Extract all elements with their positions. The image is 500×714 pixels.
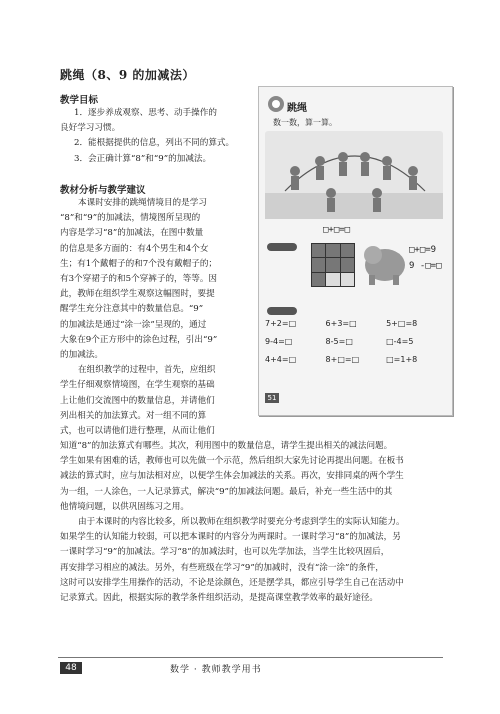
exercise-item: 4+4=□ (265, 355, 297, 364)
textbook-page-image (258, 86, 453, 416)
textbook-page-badge: 51 (265, 393, 279, 403)
analysis-wide-text (60, 439, 445, 606)
paragraph-line: 他情境问题，以供巩固练习之用。 (60, 501, 189, 512)
goals-heading: 教学目标 (60, 95, 99, 106)
paragraph-line: 再安排学习相应的减法。另外，有些班级在学习“9”的加减时，没有“涂一涂”的条件， (60, 562, 384, 573)
paragraph-line: 的加减法是通过“涂一涂”呈现的，通过 (60, 319, 207, 330)
exercise-item: 6+3=□ (325, 319, 357, 328)
jump-rope-illustration (265, 131, 443, 219)
exercise-item: □-4=5 (386, 337, 414, 346)
textbook-equation: □+□=□ (323, 225, 351, 235)
textbook-equation: 9 -□=□ (409, 261, 442, 271)
paragraph-line: 知道“8”的加法算式有哪些。其次，利用图中的数量信息，请学生提出相关的减法问题。 (60, 441, 393, 451)
paragraph-line: 学生仔细观察情境图，在学生观察的基础 (60, 380, 215, 391)
goal-item: 1．逐步养成观察、思考、动手操作的 (74, 108, 217, 118)
exercise-item: 8-5=□ (325, 337, 353, 346)
paragraph-line: 在组织教学的过程中，首先，应组织 (78, 365, 216, 376)
paragraph-line: “8”和“9”的加减法，情境图所呈现的 (60, 213, 201, 224)
paragraph-line: 有3个穿裙子的和5个穿裤子的，等等。因 (60, 274, 218, 285)
goal-item: 2．能根据提供的信息，列出不同的算式。 (74, 138, 235, 149)
paragraph-line: 大象在9个正方形中的涂色过程，引出“9” (60, 334, 218, 345)
paragraph-line: 一课时学习“9”的加减法。学习“8”的加减法时，也可以先学加法，当学生比较巩固后， (60, 547, 390, 558)
paragraph-line: 内容是学习“8”的加减法，在图中数量 (60, 228, 204, 239)
analysis-narrow-text (60, 196, 250, 439)
textbook-equation: □+□=9 (409, 245, 437, 255)
exercise-item: 9-4=□ (265, 337, 293, 346)
lesson-badge-icon (267, 95, 285, 117)
analysis-heading: 教材分析与教学建议 (60, 185, 146, 196)
paragraph-line: 为一组，一人涂色，一人记录算式，解决“9”的加减法问题。最后，补充一些生活中的其 (60, 486, 393, 497)
goal-item: 良好学习习惯。 (60, 123, 121, 134)
paragraph-line: 的信息是多方面的：有4个男生和4个女 (60, 243, 209, 254)
exercise-grid (265, 319, 445, 373)
paragraph-line: 本课时安排的跳绳情境目的是学习 (78, 198, 207, 208)
paragraph-line: 如果学生的认知能力较弱，可以把本课时的内容分为两课时。一课时学习“8”的加减法，另 (60, 532, 401, 543)
elephant-illustration (359, 237, 409, 291)
footer-book-title: 数学 · 教师教学用书 (170, 665, 262, 675)
paragraph-line: 记录算式。因此，根据实际的教学条件组织活动，是提高课堂教学效率的最好途径。 (60, 593, 378, 604)
paragraph-line: 学生如果有困难的话，教师也可以先做一个示范，然后组织大家先讨论再提出问题。在板书 (60, 456, 404, 467)
textbook-lesson-title: 跳绳 (287, 103, 307, 114)
paragraph-line: 列出相关的加法算式。对一组不同的算 (60, 410, 207, 421)
exercise-item: □=1+8 (386, 355, 418, 364)
paragraph-line: 的加减法。 (60, 350, 103, 361)
paragraph-line: 生；有1个戴帽子的和7个没有戴帽子的； (60, 258, 218, 269)
coloring-grid (311, 243, 355, 287)
paragraph-line: 式，也可以请他们进行整理，从而让他们 (60, 426, 215, 437)
page-number: 48 (60, 662, 82, 674)
lesson-title: 跳绳（8、9 的加减法） (60, 68, 195, 82)
paragraph-line: 这时可以安排学生用操作的活动，不论是涂颜色，还是摆学具，都应引导学生自己在活动中 (60, 577, 404, 588)
paragraph-line: 由于本课时的内容比较多，所以教师在组织教学时要充分考虑到学生的实际认知能力。 (78, 517, 405, 528)
section-marker (267, 307, 297, 315)
goal-item: 3．会正确计算“8”和“9”的加减法。 (74, 153, 212, 164)
goals-list (60, 106, 245, 167)
section-marker (267, 243, 297, 251)
exercise-item: 7+2=□ (265, 319, 297, 328)
exercise-item: 5+□=8 (386, 319, 418, 328)
paragraph-line: 上让他们交流图中的数量信息，并请他们 (60, 395, 215, 406)
exercise-item: 8+□=□ (325, 355, 360, 364)
textbook-prompt: 数一数，算一算。 (273, 118, 337, 127)
paragraph-line: 此，教师在组织学生观察这幅图时，要提 (60, 289, 215, 300)
paragraph-line: 醒学生充分注意其中的数量信息。“9” (60, 304, 204, 315)
footer-divider (58, 657, 443, 658)
paragraph-line: 减法的算式时，应与加法相对应，以便学生体会加减法的关系。再次，安排同桌的两个学生 (60, 471, 404, 482)
